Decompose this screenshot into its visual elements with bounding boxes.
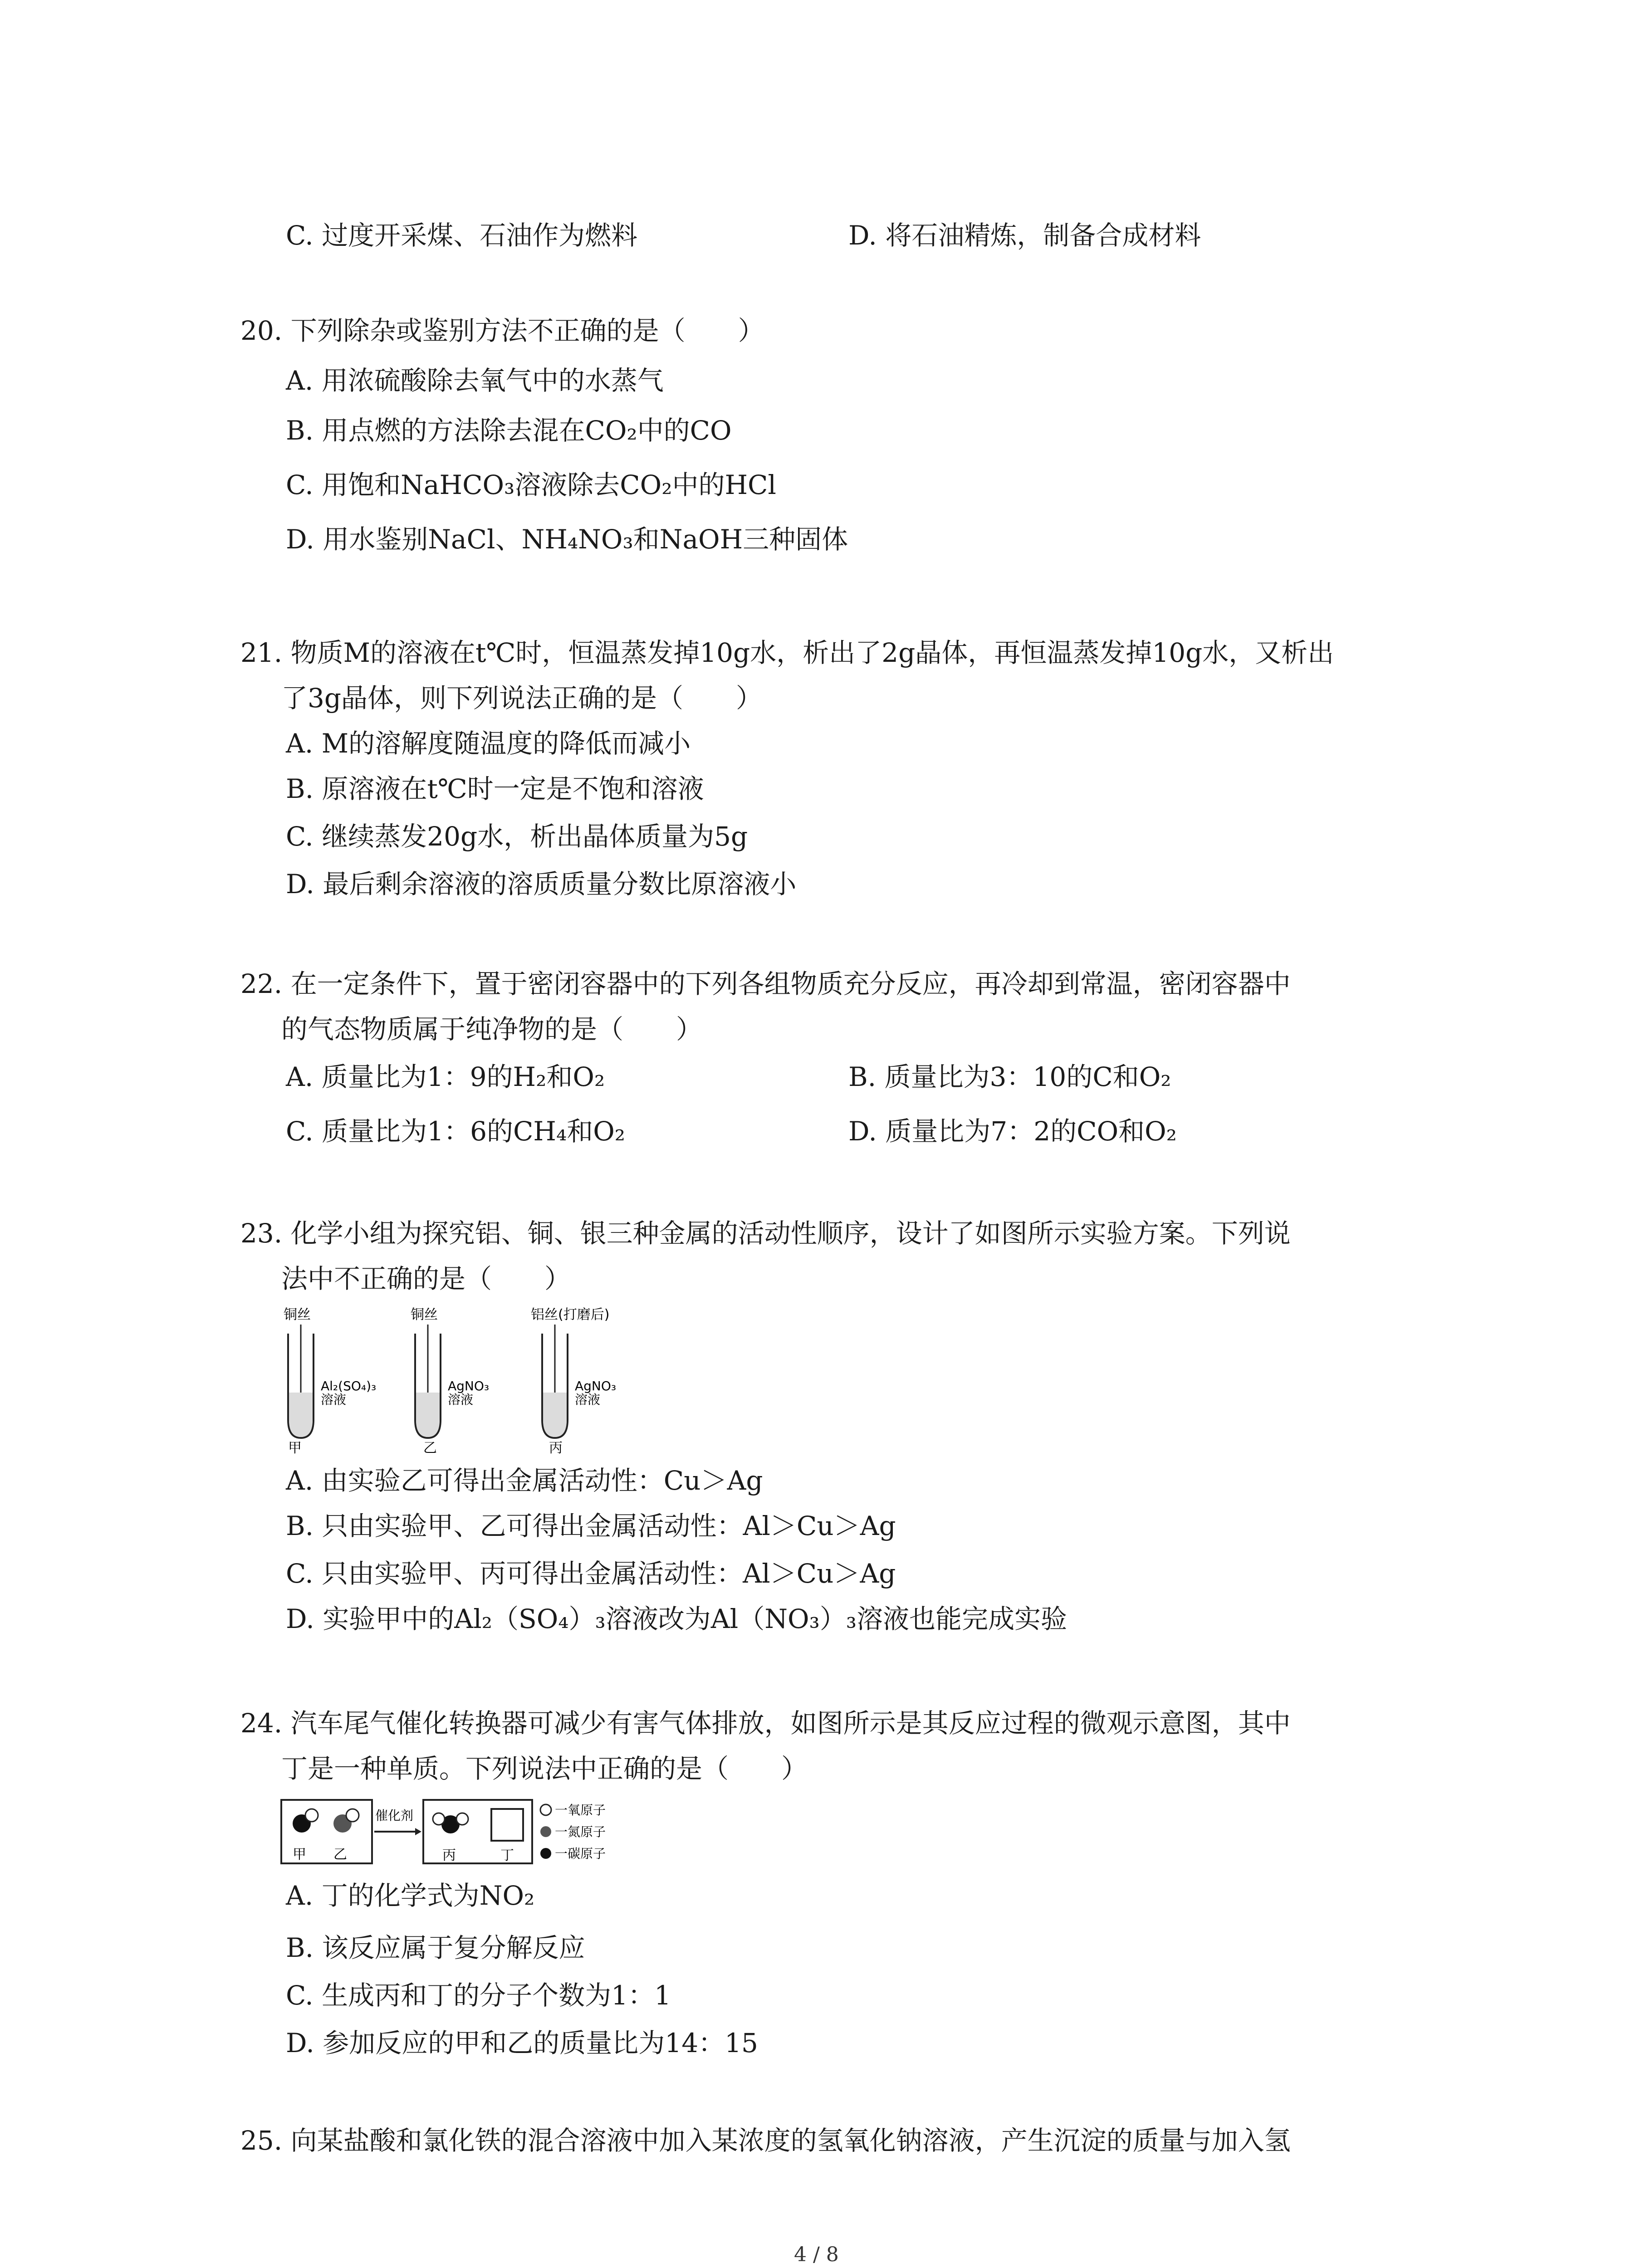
- label-jia: 甲: [293, 1847, 306, 1862]
- q24-stem-line1: 24. 汽车尾气催化转换器可减少有害气体排放，如图所示是其反应过程的微观示意图，其中: [240, 1708, 1291, 1739]
- test-tube-yi: [411, 1307, 489, 1456]
- q20-option-b: B. 用点燃的方法除去混在CO₂中的CO: [286, 415, 732, 446]
- q20-stem: 20. 下列除杂或鉴别方法不正确的是（ ）: [240, 315, 764, 346]
- q23-option-b: B. 只由实验甲、乙可得出金属活动性：Al＞Cu＞Ag: [286, 1510, 896, 1541]
- legend-oxygen: 一氧原子: [555, 1803, 606, 1818]
- test-tube-jia: [284, 1307, 376, 1456]
- tube-yi-name: 乙: [423, 1440, 437, 1456]
- q21-option-a: A. M的溶解度随温度的降低而减小: [286, 728, 691, 759]
- q24-option-d: D. 参加反应的甲和乙的质量比为14：15: [286, 2028, 758, 2058]
- q21-option-b: B. 原溶液在t℃时一定是不饱和溶液: [286, 773, 704, 804]
- tube-yi-label-top: 铜丝: [411, 1307, 438, 1323]
- q23-stem-line2: 法中不正确的是（ ）: [281, 1263, 571, 1294]
- tube-yi-solution-word: 溶液: [448, 1392, 474, 1407]
- oxygen-atom: [305, 1809, 318, 1822]
- q19-option-d: D. 将石油精炼，制备合成材料: [848, 220, 1201, 251]
- test-tube-bing: [531, 1307, 616, 1456]
- q22-option-c: C. 质量比为1：6的CH₄和O₂: [286, 1116, 625, 1147]
- label-ding: 丁: [500, 1848, 514, 1863]
- q20-option-c: C. 用饱和NaHCO₃溶液除去CO₂中的HCl: [286, 469, 776, 500]
- q23-option-d: D. 实验甲中的Al₂（SO₄）₃溶液改为Al（NO₃）₃溶液也能完成实验: [286, 1603, 1068, 1634]
- q21-option-d: D. 最后剩余溶液的溶质质量分数比原溶液小: [286, 869, 797, 899]
- legend-carbon-icon: [540, 1848, 551, 1859]
- q22-option-d: D. 质量比为7：2的CO和O₂: [848, 1116, 1177, 1147]
- page-number: 4 / 8: [794, 2243, 839, 2266]
- unknown-product-box: [491, 1809, 523, 1841]
- q23-stem-line1: 23. 化学小组为探究铝、铜、银三种金属的活动性顺序，设计了如图所示实验方案。下列说: [240, 1218, 1291, 1249]
- oxygen-atom: [456, 1813, 468, 1825]
- q22-option-a: A. 质量比为1：9的H₂和O₂: [286, 1061, 605, 1092]
- q21-option-c: C. 继续蒸发20g水，析出晶体质量为5g: [286, 821, 748, 852]
- q21-stem-line2: 了3g晶体，则下列说法正确的是（ ）: [281, 683, 763, 714]
- q22-stem-line1: 22. 在一定条件下，置于密闭容器中的下列各组物质充分反应，再冷却到常温，密闭容器中: [240, 968, 1291, 999]
- q24-molecule-diagram: [279, 1796, 651, 1869]
- legend-carbon: 一碳原子: [555, 1846, 606, 1861]
- q20-option-d: D. 用水鉴别NaCl、NH₄NO₃和NaOH三种固体: [286, 524, 848, 555]
- q19-option-c: C. 过度开采煤、石油作为燃料: [286, 220, 638, 251]
- q24-option-b: B. 该反应属于复分解反应: [286, 1932, 585, 1963]
- q22-stem-line2: 的气态物质属于纯净物的是（ ）: [281, 1014, 703, 1045]
- tube-jia-label-top: 铜丝: [284, 1307, 311, 1323]
- tube-bing-name: 丙: [549, 1440, 563, 1456]
- legend-nitrogen: 一氮原子: [555, 1824, 606, 1839]
- oxygen-atom: [433, 1813, 445, 1825]
- q22-option-b: B. 质量比为3：10的C和O₂: [848, 1061, 1171, 1092]
- q24-option-a: A. 丁的化学式为NO₂: [286, 1880, 535, 1911]
- tube-bing-solution: AgNO₃: [575, 1378, 617, 1393]
- tube-jia-name: 甲: [288, 1440, 302, 1456]
- q20-option-a: A. 用浓硫酸除去氧气中的水蒸气: [286, 365, 664, 396]
- tube-bing-solution-word: 溶液: [575, 1392, 601, 1407]
- q24-stem-line2: 丁是一种单质。下列说法中正确的是（ ）: [281, 1753, 808, 1784]
- tube-jia-solution-word: 溶液: [321, 1392, 347, 1407]
- legend-oxygen-icon: [540, 1804, 551, 1815]
- q23-test-tube-figure: [279, 1306, 651, 1456]
- oxygen-atom: [346, 1809, 359, 1822]
- label-yi: 乙: [333, 1847, 347, 1862]
- q24-option-c: C. 生成丙和丁的分子个数为1：1: [286, 1980, 671, 2011]
- tube-bing-label-top: 铝丝(打磨后): [531, 1307, 610, 1323]
- catalyst-label: 催化剂: [375, 1808, 414, 1823]
- q23-option-c: C. 只由实验甲、丙可得出金属活动性：Al＞Cu＞Ag: [286, 1558, 896, 1589]
- legend-nitrogen-icon: [540, 1826, 551, 1837]
- tube-jia-solution: Al₂(SO₄)₃: [321, 1378, 377, 1393]
- q25-stem-line1: 25. 向某盐酸和氯化铁的混合溶液中加入某浓度的氢氧化钠溶液，产生沉淀的质量与加入氢: [240, 2125, 1291, 2156]
- tube-yi-solution: AgNO₃: [448, 1378, 490, 1393]
- q21-stem-line1: 21. 物质M的溶液在t℃时，恒温蒸发掉10g水，析出了2g晶体，再恒温蒸发掉10g水，又析出: [240, 637, 1334, 668]
- label-bing: 丙: [442, 1848, 456, 1863]
- q23-option-a: A. 由实验乙可得出金属活动性：Cu＞Ag: [286, 1465, 763, 1496]
